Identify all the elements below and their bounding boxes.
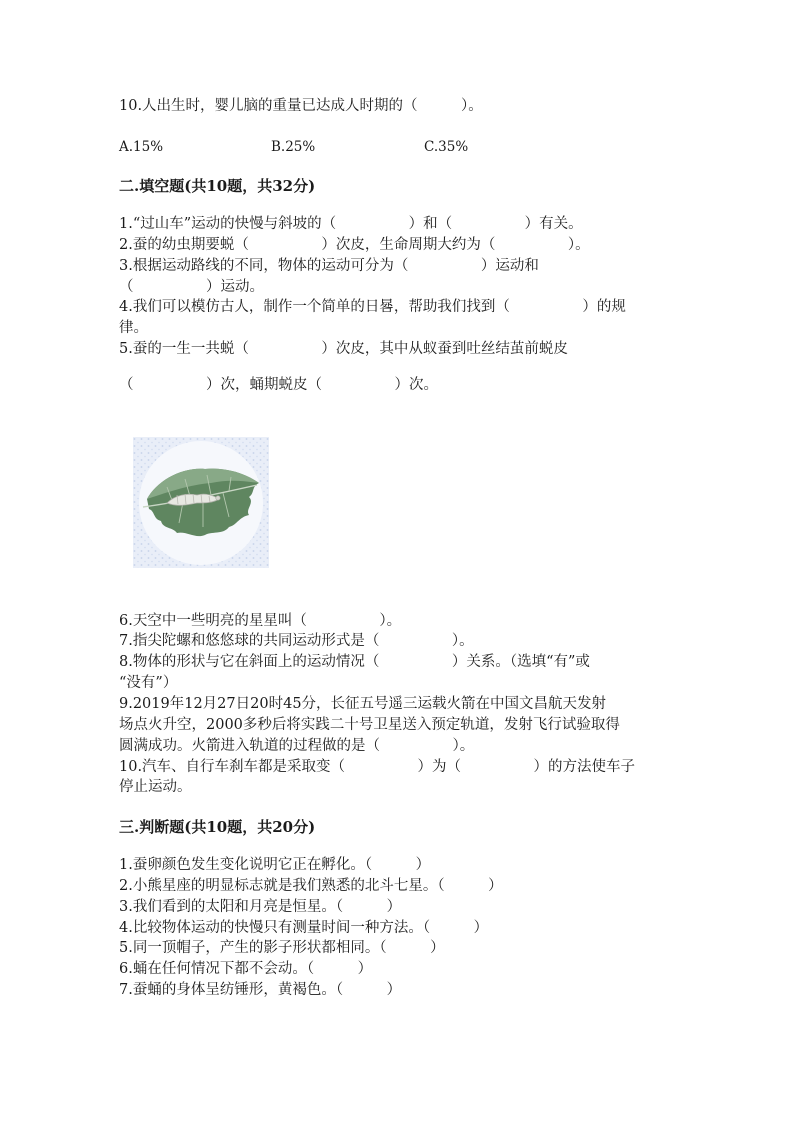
- fill-line: 场点火升空，2000多秒后将实践二十号卫星送入预定轨道，发射飞行试验取得: [119, 717, 620, 733]
- judge-line: 6.蛹在任何情况下都不会动。（ ）: [119, 961, 373, 977]
- fill-line: 6.天空中一些明亮的星星叫（ ）。: [119, 613, 402, 629]
- fill-line: 7.指尖陀螺和悠悠球的共同运动形式是（ ）。: [119, 633, 474, 649]
- option-a: A.15%: [119, 139, 164, 155]
- fill-line: 8.物体的形状与它在斜面上的运动情况（ ）关系。（选填“有”或: [119, 654, 590, 670]
- option-c: C.35%: [424, 139, 469, 155]
- fill-line: 3.根据运动路线的不同，物体的运动可分为（ ）运动和: [119, 258, 539, 274]
- fill-line: 圆满成功。火箭进入轨道的过程做的是（ ）。: [119, 738, 475, 754]
- judge-line: 7.蚕蛹的身体呈纺锤形，黄褐色。（ ）: [119, 982, 402, 998]
- fill-line: （ ）运动。: [119, 279, 264, 295]
- fill-line: 律。: [119, 320, 148, 336]
- fill-line: 9.2019年12月27日20时45分，长征五号遥三运载火箭在中国文昌航天发射: [119, 696, 607, 712]
- judge-line: 2.小熊星座的明显标志就是我们熟悉的北斗七星。（ ）: [119, 878, 503, 894]
- option-b: B.25%: [271, 139, 316, 155]
- judge-line: 1.蚕卵颜色发生变化说明它正在孵化。（ ）: [119, 857, 431, 873]
- section-3-heading: 三.判断题(共10题，共20分): [119, 818, 316, 836]
- fill-line: 10.汽车、自行车刹车都是采取变（ ）为（ ）的方法使车子: [119, 759, 636, 775]
- question-10-stem: 10.人出生时，婴儿脑的重量已达成人时期的（ ）。: [119, 98, 483, 114]
- judge-line: 3.我们看到的太阳和月亮是恒星。（ ）: [119, 899, 402, 915]
- fill-line: 停止运动。: [119, 779, 192, 795]
- judge-line: 5.同一顶帽子，产生的影子形状都相同。（ ）: [119, 940, 445, 956]
- judge-line: 4.比较物体运动的快慢只有测量时间一种方法。（ ）: [119, 920, 489, 936]
- fill-line: 4.我们可以模仿古人，制作一个简单的日晷，帮助我们找到（ ）的规: [119, 299, 626, 315]
- fill-line: “没有”）: [119, 675, 178, 691]
- section-2-heading: 二.填空题(共10题，共32分): [119, 177, 316, 195]
- fill-line: 1.“过山车”运动的快慢与斜坡的（ ）和（ ）有关。: [119, 216, 583, 232]
- fill-line: 2.蚕的幼虫期要蜕（ ）次皮，生命周期大约为（ ）。: [119, 237, 590, 253]
- fill-line: （ ）次，蛹期蜕皮（ ）次。: [119, 377, 438, 393]
- silkworm-on-leaf-image: [133, 437, 269, 568]
- fill-line: 5.蚕的一生一共蜕（ ）次皮，其中从蚁蚕到吐丝结茧前蜕皮: [119, 341, 568, 357]
